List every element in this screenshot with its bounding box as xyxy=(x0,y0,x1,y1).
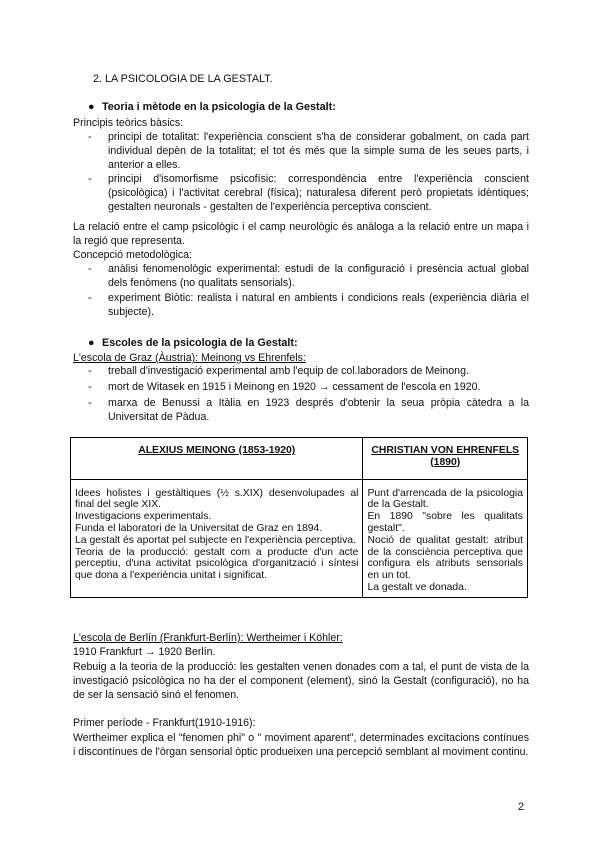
table-header-meinong: ALEXIUS MEINONG (1853-1920) xyxy=(71,438,363,480)
graz-list xyxy=(88,364,529,424)
list-item: - principi d'isomorfisme psicofísic: correspondència entre l'experiència conscient (psicològica) i l'activitat cerebral (física); naturalesa diferent però propietats idèntiques; gestalten neuronals - gestalten de l'experiència perceptiva conscient. xyxy=(88,173,529,213)
comparison-table xyxy=(70,437,528,598)
first-period-paragraph: Wertheimer explica el "fenomen phi" o " moviment aparent", determinades excitacions contínues i discontínues de l'òrgan sensorial òptic produeixen una percepció semblant al moviment continu. xyxy=(73,732,529,758)
section-title-theory: ● Teoria i mètode en la psicologia de la Gestalt: xyxy=(88,101,336,113)
relation-paragraph: La relació entre el camp psicològic i el camp neurològic és anàloga a la relació entre un mapa i la regió que representa. xyxy=(73,221,529,247)
list-item: - experiment Biòtic: realista i natural en ambients i condicions reals (experiència diària el subjecte). xyxy=(88,292,529,318)
table-cell-meinong: Idees holistes i gestàltiques (½ s.XIX) desenvolupades al final del segle XIX. Investigacions experimentals. Funda el laboratori de la Universitat de Graz en 1894. La gestalt és aportat pel subjecte en l'experiència perceptiva. Teoria de la producció: gestalt com a producte d'un acte perceptiu, d'una activitat psicològica d'organització i síntesi que dona a l'experiència unitat i significat. xyxy=(71,479,363,597)
list-item: - treball d'investigació experimental amb l'equip de col.laboradors de Meinong. xyxy=(88,365,469,377)
table-cell-ehrenfels: Punt d'arrencada de la psicologia de la Gestalt. En 1890 "sobre les qualitats gestalt". Noció de qualitat gestalt: atribut de la consciència perceptiva que configura els atributs sensorials en un tot. La gestalt ve donada. xyxy=(363,479,528,597)
methods-list xyxy=(88,262,529,319)
list-item: - mort de Witasek en 1915 i Meinong en 1920 → cessament de l'escola en 1920. xyxy=(88,381,481,393)
berlin-paragraph: Rebuig a la teoria de la producció: les gestalten venen donades com a tal, el punt de vista de la investigació psicològica no ha der el component (element), sinó la Gestalt (configuració), no ha de ser la sensació sinó el fenomen. xyxy=(73,661,529,701)
list-item: - marxa de Benussi a Itàlia en 1923 després d'obtenir la seua pròpia càtedra a la Universitat de Pàdua. xyxy=(88,397,529,423)
graz-school-label: L'escola de Graz (Àustria): Meinong vs Ehrenfels: xyxy=(73,352,306,364)
bullet-icon: ● xyxy=(88,337,95,349)
principles-list xyxy=(88,130,529,214)
chapter-heading: 2. LA PSICOLOGIA DE LA GESTALT. xyxy=(93,73,273,85)
list-item: - principi de totalitat: l'experiència conscient s'ha de considerar gobalment, on cada part individual depèn de la totalitat; el tot és més que la simple suma de les seues parts, i anterior a elles. xyxy=(88,131,529,171)
list-item: - anàlisi fenomenològic experimental: estudi de la configuració i presència actual global dels fenòmens (no qualitats sensorials). xyxy=(88,263,529,289)
principles-label: Principis teòrics bàsics: xyxy=(73,117,184,129)
page-number: 2 xyxy=(518,801,525,813)
bullet-icon: ● xyxy=(88,101,95,113)
first-period-label: Primer període - Frankfurt(1910-1916): xyxy=(73,717,256,729)
method-label: Concepció metodològica: xyxy=(73,249,192,261)
table-header-ehrenfels: CHRISTIAN VON EHRENFELS (1890) xyxy=(363,438,528,480)
berlin-school-label: L'escola de Berlín (Frankfurt-Berlín): Wertheimer i Köhler: xyxy=(73,632,343,644)
section-title-schools: ● Escoles de la psicologia de la Gestalt: xyxy=(88,337,298,349)
berlin-dates: 1910 Frankfurt → 1920 Berlín. xyxy=(73,646,216,658)
